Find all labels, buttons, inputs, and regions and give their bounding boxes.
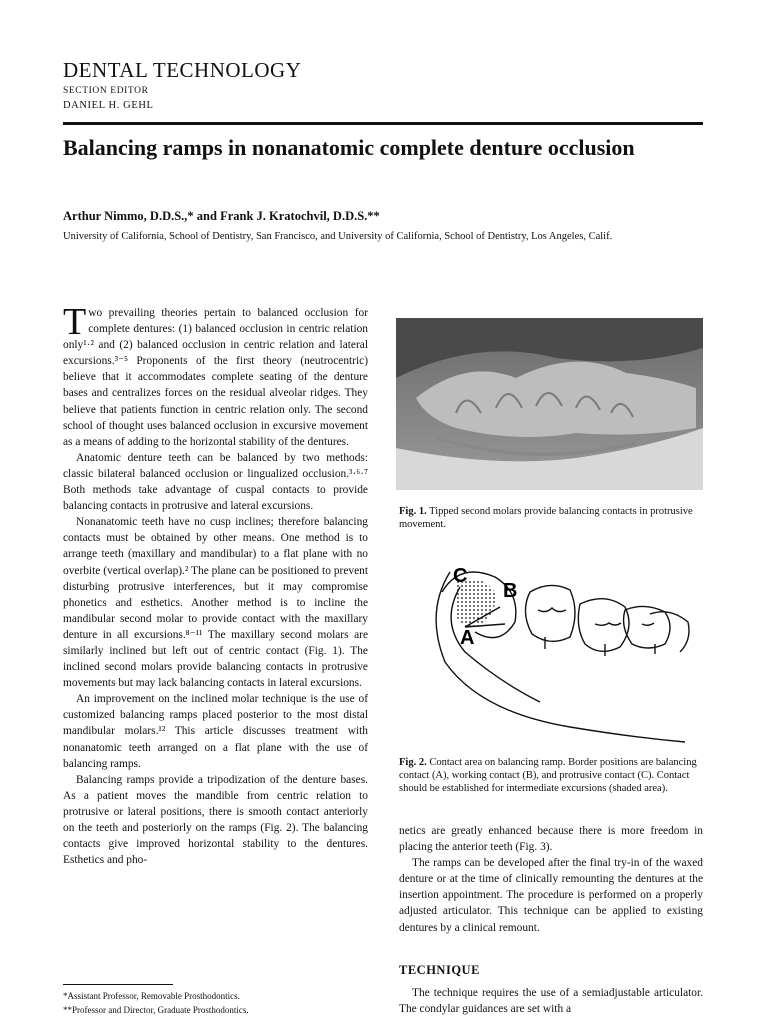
right-paragraph-1: netics are greatly enhanced because there is more freedom in placing the anterior teeth (Fig. 3). (399, 825, 703, 854)
figure-1-label: Fig. 1. (399, 506, 427, 517)
right-column-bottom (399, 985, 703, 1017)
figure-2-diagram (420, 552, 700, 750)
label-c: C (453, 565, 468, 587)
article-title: Balancing ramps in nonanatomic complete denture occlusion (63, 135, 635, 160)
footnotes (63, 989, 249, 1017)
figure-1-caption-text: Tipped second molars provide balancing contacts in protrusive movement. (399, 506, 693, 530)
header-rule (63, 122, 703, 125)
label-b: B (503, 580, 518, 602)
drop-cap: T (63, 301, 87, 343)
right-paragraph-3: The technique requires the use of a semiadjustable articulator. The condylar guidances are set with a (399, 987, 703, 1016)
paragraph-2: Anatomic denture teeth can be balanced by two methods: classic bilateral balanced occlusion or lingualized occlusion.³·⁶·⁷ Both methods take advantage of cuspal contacts to provide balancing contacts in protrusive and lateral excursions. (63, 451, 368, 513)
figure-2-label: Fig. 2. (399, 757, 427, 768)
section-title: DENTAL TECHNOLOGY (63, 58, 302, 82)
figure-1-caption (399, 505, 703, 531)
right-paragraph-2: The ramps can be developed after the final try-in of the waxed denture or at the time of clinically remounting the dentures at the insertion appointment. The procedure is performed on a properly adjusted articulator. This technique can be applied to existing dentures by a clinical remount. (399, 857, 703, 934)
article-affiliation: University of California, School of Dentistry, San Francisco, and University of California, School of Dentistry, Los Angeles, Calif. (63, 231, 613, 242)
figure-2-caption (399, 756, 703, 795)
footnote-rule (63, 984, 173, 985)
figure-1-photo (396, 318, 703, 490)
section-editor-label: SECTION EDITOR (63, 86, 149, 96)
article-authors: Arthur Nimmo, D.D.S.,* and Frank J. Kratochvil, D.D.S.** (63, 209, 380, 223)
figure-2-caption-text: Contact area on balancing ramp. Border positions are balancing contact (A), working contact (B), and protrusive contact (C). Contact should be established for intermediate excursions (shaded area). (399, 757, 697, 794)
paragraph-1-text: wo prevailing theories pertain to balanced occlusion for complete dentures: (1) balanced occlusion in centric relation only¹·² and (2) balanced occlusion in centric relation and lateral excursions.³⁻⁵ Proponents of the first theory (neutrocentric) believe that it accommodates complete seating of the denture bases and centralizes forces on the residual alveolar ridges. They believe that patients function in centric relation only. The second school of thought uses balanced occlusion in excursive movement as a means of adding to the horizontal stability of the dentures. (63, 307, 368, 448)
technique-heading: TECHNIQUE (399, 963, 480, 977)
left-column (63, 301, 368, 868)
paragraph-1 (63, 301, 368, 450)
editor-name: DANIEL H. GEHL (63, 100, 154, 111)
footnote-1: *Assistant Professor, Removable Prosthodontics. (63, 991, 240, 1001)
label-a: A (460, 627, 475, 649)
right-column (399, 823, 703, 936)
paragraph-4: An improvement on the inclined molar technique is the use of customized balancing ramps placed posterior to the most distal mandibular molars.¹² This article discusses treatment with nonanatomic teeth arranged on a flat plane with the use of balancing ramps. (63, 693, 368, 770)
footnote-2: **Professor and Director, Graduate Prosthodontics. (63, 1005, 249, 1015)
paragraph-5: Balancing ramps provide a tripodization of the denture bases. As a patient moves the mandible from centric relation to protrusive or lateral positions, there is smooth contact anteriorly on the teeth and posteriorly on the ramps (Fig. 2). The balancing contacts give improved horizontal stability to the dentures. Esthetics and pho- (63, 773, 368, 867)
paragraph-3: Nonanatomic teeth have no cusp inclines; therefore balancing contacts must be obtained by other means. One method is to arrange teeth (maxillary and mandibular) to a flat plane with no overbite (vertical overlap).² The plane can be positioned to prevent disturbing protrusive interferences, but it may compromise phonetics and esthetics. Another method is to incline the mandibular second molar to provide contact with the maxillary denture in all excursions.⁸⁻¹¹ The maxillary second molars are similarly inclined but left out of centric contact (Fig. 1). The inclined second molars provide balancing contacts in protrusive movements but may lack balancing contacts in lateral excursions. (63, 516, 368, 690)
